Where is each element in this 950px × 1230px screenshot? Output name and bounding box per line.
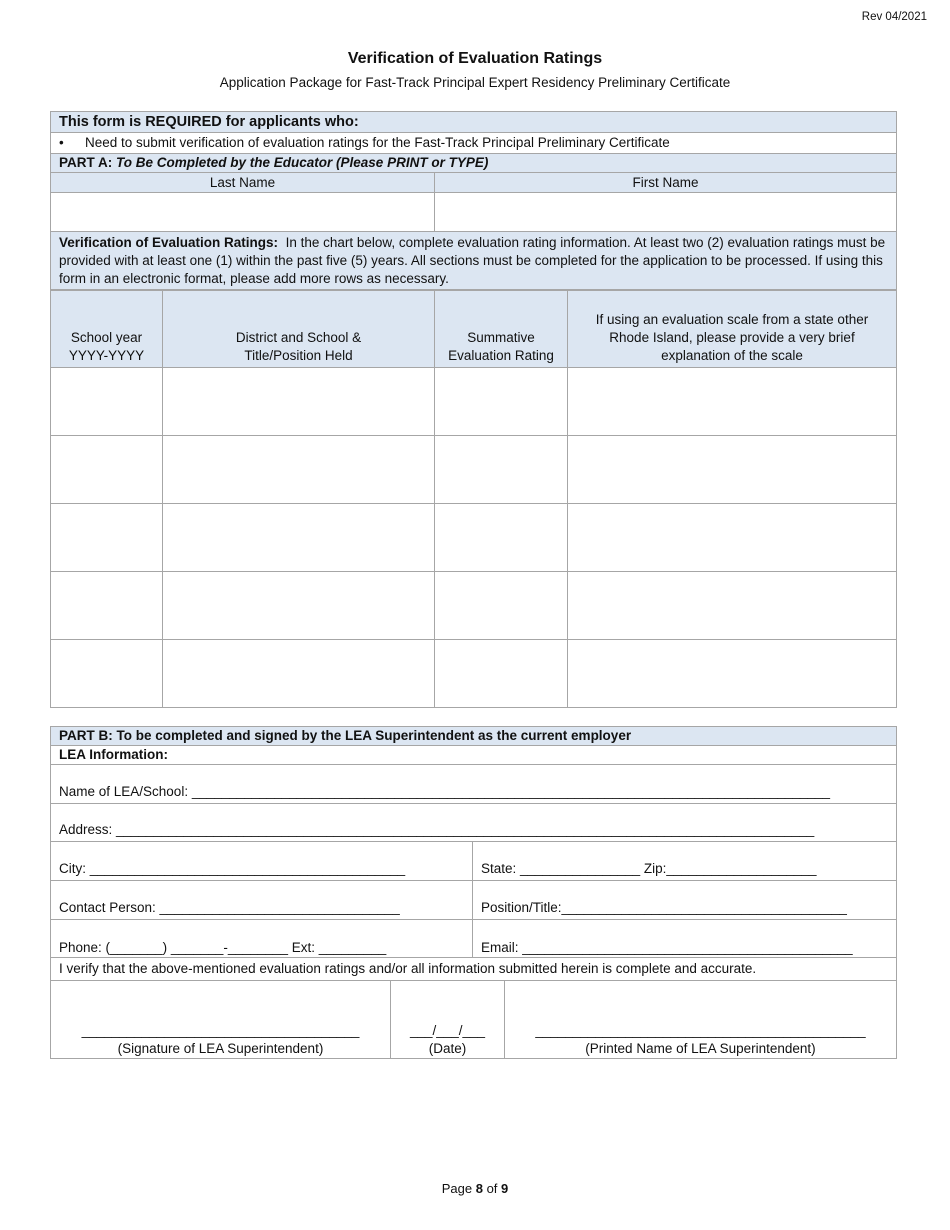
- col-header-rating: Summative Evaluation Rating: [435, 291, 568, 368]
- page-total: 9: [501, 1181, 509, 1196]
- signature-label: (Signature of LEA Superintendent): [117, 1041, 324, 1056]
- bullet-icon: •: [59, 135, 64, 150]
- address-field[interactable]: Address: _____________________________________________________________________________________________: [51, 804, 897, 842]
- part-a-instruction: To Be Completed by the Educator (Please PRINT or TYPE): [116, 155, 489, 170]
- verify-statement: I verify that the above-mentioned evaluation ratings and/or all information submitted herein is complete and accurate.: [51, 958, 897, 981]
- state-zip-field[interactable]: State: ________________ Zip:____________________: [473, 842, 897, 881]
- year-cell[interactable]: [51, 572, 163, 640]
- printed-name-line[interactable]: ____________________________________________: [535, 1023, 866, 1038]
- year-cell[interactable]: [51, 436, 163, 504]
- scale-cell[interactable]: [568, 504, 897, 572]
- page-prefix: Page: [441, 1181, 473, 1196]
- rating-cell[interactable]: [435, 640, 568, 708]
- verification-instructions: [51, 232, 897, 290]
- lea-name-field[interactable]: Name of LEA/School: _____________________________________________________________________________________: [51, 765, 897, 804]
- district-cell[interactable]: [163, 504, 435, 572]
- signature-block[interactable]: [51, 981, 391, 1059]
- scale-cell[interactable]: [568, 572, 897, 640]
- part-a-heading: [51, 154, 897, 173]
- rating-cell[interactable]: [435, 368, 568, 436]
- last-name-label: Last Name: [51, 173, 435, 193]
- part-b-table: [50, 726, 897, 981]
- district-cell[interactable]: [163, 368, 435, 436]
- rating-cell[interactable]: [435, 572, 568, 640]
- signature-table: [50, 980, 897, 1059]
- table-row: [51, 436, 897, 504]
- year-cell[interactable]: [51, 504, 163, 572]
- evaluation-ratings-table: [50, 290, 897, 708]
- verification-text: In the chart below, complete evaluation rating information. At least two (2) evaluation ratings must be provided with at least one (1) within the past five (5) years. All sections must be completed for the application to be processed. If using this form in an electronic format, please add more rows as necessary.: [59, 234, 886, 286]
- date-label: (Date): [428, 1041, 467, 1056]
- phone-field[interactable]: Phone: (_______) _______-________ Ext: _________: [51, 920, 473, 958]
- page-of: of: [486, 1181, 498, 1196]
- contact-person-field[interactable]: Contact Person: ________________________________: [51, 881, 473, 920]
- table-row: [51, 504, 897, 572]
- printed-name-block[interactable]: [505, 981, 897, 1059]
- rating-cell[interactable]: [435, 436, 568, 504]
- table-row: [51, 572, 897, 640]
- email-field[interactable]: Email: ____________________________________________: [473, 920, 897, 958]
- verification-heading: Verification of Evaluation Ratings:: [59, 234, 279, 250]
- first-name-field[interactable]: [435, 193, 897, 232]
- revision-date: Rev 04/2021: [861, 11, 927, 23]
- page-title: Verification of Evaluation Ratings: [347, 50, 603, 67]
- part-b-heading: PART B: To be completed and signed by the LEA Superintendent as the current employer: [51, 727, 897, 746]
- year-cell[interactable]: [51, 640, 163, 708]
- signature-line[interactable]: _____________________________________: [81, 1023, 360, 1038]
- part-a-table: [50, 111, 897, 290]
- scale-cell[interactable]: [568, 368, 897, 436]
- district-cell[interactable]: [163, 640, 435, 708]
- col-header-scale: If using an evaluation scale from a state other Rhode Island, please provide a very brief explanation of the scale: [568, 291, 897, 368]
- rating-cell[interactable]: [435, 504, 568, 572]
- col-header-district: District and School & Title/Position Held: [163, 291, 435, 368]
- date-line[interactable]: ___/___/___: [409, 1023, 486, 1038]
- position-title-field[interactable]: Position/Title:______________________________________: [473, 881, 897, 920]
- page-number: [0, 1181, 950, 1196]
- district-cell[interactable]: [163, 572, 435, 640]
- year-cell[interactable]: [51, 368, 163, 436]
- first-name-label: First Name: [435, 173, 897, 193]
- last-name-field[interactable]: [51, 193, 435, 232]
- scale-cell[interactable]: [568, 436, 897, 504]
- requirement-text: Need to submit verification of evaluation ratings for the Fast-Track Principal Preliminary Certificate: [85, 135, 670, 150]
- date-block[interactable]: [391, 981, 505, 1059]
- district-cell[interactable]: [163, 436, 435, 504]
- page-subtitle: Application Package for Fast-Track Principal Expert Residency Preliminary Certificate: [219, 75, 731, 90]
- printed-name-label: (Printed Name of LEA Superintendent): [585, 1041, 816, 1056]
- table-row: [51, 368, 897, 436]
- requirement-bullet: [51, 133, 897, 154]
- part-a-label: PART A:: [59, 155, 113, 170]
- page-current: 8: [475, 1181, 483, 1196]
- table-row: [51, 640, 897, 708]
- lea-info-label: LEA Information:: [51, 746, 897, 765]
- required-heading: This form is REQUIRED for applicants who:: [51, 112, 897, 133]
- col-header-school-year: School year YYYY-YYYY: [51, 291, 163, 368]
- scale-cell[interactable]: [568, 640, 897, 708]
- city-field[interactable]: City: __________________________________________: [51, 842, 473, 881]
